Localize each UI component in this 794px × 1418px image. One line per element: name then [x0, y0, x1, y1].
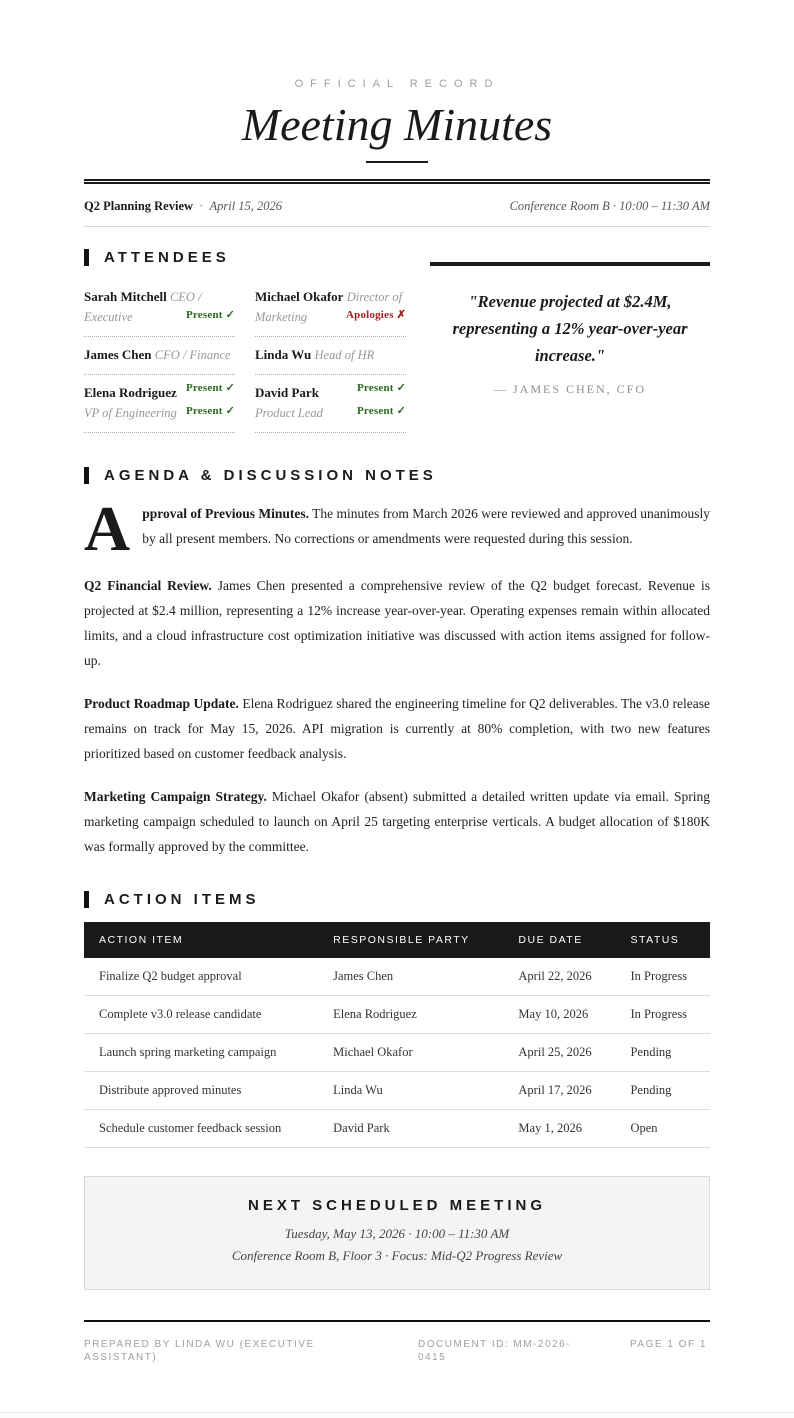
agenda-paragraph	[84, 784, 710, 859]
paragraph-lead: Q2 Financial Review.	[84, 577, 212, 593]
attendance-status: Present ✓	[357, 404, 406, 417]
attendee-name: Michael Okafor	[255, 288, 344, 304]
cell-action-item: Distribute approved minutes	[84, 1071, 318, 1109]
agenda-section	[84, 467, 710, 859]
attendee-role: CFO / Finance	[154, 347, 231, 362]
paragraph-lead: Product Roadmap Update.	[84, 695, 239, 711]
table-row	[84, 995, 710, 1033]
column-header-responsible-party: RESPONSIBLE PARTY	[318, 922, 503, 958]
attendees-column	[84, 249, 406, 433]
attendee-role: Product Lead	[255, 405, 323, 420]
document-masthead	[84, 78, 710, 227]
action-items-heading-label: ACTION ITEMS	[104, 890, 260, 908]
attendee-role: CEO / Executive	[84, 289, 202, 324]
meeting-name: Q2 Planning Review	[84, 198, 194, 213]
cell-due-date: April 22, 2026	[503, 958, 615, 996]
paragraph-body: The minutes from March 2026 were reviewed and approved unanimously by all present members. No corrections or amendments were requested during this session.	[142, 505, 710, 546]
document-title: Meeting Minutes	[241, 99, 553, 150]
agenda-paragraph	[84, 691, 710, 766]
agenda-heading-label: AGENDA & DISCUSSION NOTES	[104, 466, 437, 484]
cell-responsible-party: David Park	[318, 1109, 503, 1147]
paragraph-lead: pproval of Previous Minutes.	[142, 505, 310, 521]
page-bottom-edge	[0, 1412, 794, 1418]
attendee-name: Elena Rodriguez	[84, 384, 177, 400]
cell-status: In Progress	[615, 995, 710, 1033]
heading-bar	[84, 891, 89, 908]
agenda-paragraph-dropcap	[84, 492, 710, 564]
attendee-role: Head of HR	[314, 347, 375, 362]
cell-action-item: Schedule customer feedback session	[84, 1109, 318, 1147]
table-header-row	[84, 922, 710, 958]
attendee-grid	[84, 279, 406, 433]
kicker-label: OFFICIAL RECORD	[294, 78, 500, 90]
heading-bar	[84, 249, 89, 266]
cell-due-date: April 17, 2026	[503, 1071, 615, 1109]
cell-due-date: April 25, 2026	[503, 1033, 615, 1071]
attendee-card	[255, 279, 406, 337]
attendance-status: Present ✓	[186, 381, 235, 394]
cell-responsible-party: Michael Okafor	[318, 1033, 503, 1071]
drop-cap: A	[84, 492, 131, 564]
next-meeting-heading: NEXT SCHEDULED MEETING	[247, 1196, 546, 1214]
cell-status: In Progress	[615, 958, 710, 996]
next-meeting-datetime: Tuesday, May 13, 2026 · 10:00 – 11:30 AM	[284, 1225, 510, 1241]
column-header-status: STATUS	[615, 922, 710, 958]
attendee-name: Linda Wu	[255, 346, 312, 362]
footer-page-number: PAGE 1 OF 1	[630, 1338, 707, 1350]
attendee-name: David Park	[255, 384, 319, 400]
paragraph-body: Elena Rodriguez shared the engineering timeline for Q2 deliverables. The v3.0 release remains on track for May 15, 2026. API migration is currently at 80% completion, with two new features prioritized based on customer feedback analysis.	[84, 695, 710, 761]
agenda-heading	[84, 467, 710, 484]
action-items-section	[84, 891, 710, 1148]
pull-quote-attribution: — JAMES CHEN, CFO	[493, 381, 647, 396]
table-row	[84, 1033, 710, 1071]
action-items-heading	[84, 891, 710, 908]
action-items-table	[84, 922, 710, 1148]
cell-responsible-party: Elena Rodriguez	[318, 995, 503, 1033]
attendee-name: Sarah Mitchell	[84, 288, 167, 304]
pull-quote-box	[430, 262, 710, 433]
footer-document-id: DOCUMENT ID: MM-2026-0415	[418, 1338, 571, 1363]
document-footer	[84, 1320, 710, 1364]
cell-action-item: Finalize Q2 budget approval	[84, 958, 318, 996]
cell-action-item: Complete v3.0 release candidate	[84, 995, 318, 1033]
footer-prepared-by: PREPARED BY LINDA WU (EXECUTIVE ASSISTANT)	[84, 1338, 315, 1363]
attendee-name: James Chen	[84, 346, 152, 362]
heading-bar	[84, 467, 89, 484]
next-meeting-panel	[84, 1176, 710, 1290]
table-row	[84, 1109, 710, 1147]
attendees-heading	[84, 249, 406, 266]
column-header-due-date: DUE DATE	[503, 922, 615, 958]
cell-due-date: May 10, 2026	[503, 995, 615, 1033]
meeting-date: April 15, 2026	[209, 198, 283, 213]
meta-row	[84, 184, 710, 227]
meta-separator: ·	[199, 198, 204, 213]
next-meeting-details: Conference Room B, Floor 3 · Focus: Mid-Q2 Progress Review	[231, 1247, 563, 1263]
agenda-paragraph	[84, 573, 710, 673]
cell-status: Pending	[615, 1071, 710, 1109]
attendees-section	[84, 249, 710, 433]
cell-responsible-party: Linda Wu	[318, 1071, 503, 1109]
attendee-role: VP of Engineering	[84, 405, 177, 420]
attendees-heading-label: ATTENDEES	[104, 248, 230, 266]
attendee-card	[84, 279, 235, 337]
attendee-role: Director of Marketing	[255, 289, 403, 324]
cell-status: Pending	[615, 1033, 710, 1071]
paragraph-body: James Chen presented a comprehensive review of the Q2 budget forecast. Revenue is projected at $2.4 million, representing a 12% increase year-over-year. Operating expenses remain within allocated limits, and a cloud infrastructure cost optimization initiative was discussed with action items assigned for follow-up.	[84, 577, 710, 668]
meeting-meta-left	[84, 199, 282, 214]
attendance-status: Present ✓	[186, 308, 235, 321]
agenda-paragraph	[142, 501, 710, 555]
attendance-status: Present ✓	[186, 404, 235, 417]
cell-responsible-party: James Chen	[318, 958, 503, 996]
paragraph-body: Michael Okafor (absent) submitted a detailed written update via email. Spring marketing campaign scheduled to launch on April 25 targeting enterprise verticals. A budget allocation of $180K was formally approved by the committee.	[84, 788, 710, 854]
column-header-action-item: ACTION ITEM	[84, 922, 318, 958]
pull-quote-text: "Revenue projected at $2.4M, representing a 12% year-over-year increase."	[452, 291, 688, 365]
attendance-status: Present ✓	[357, 381, 406, 394]
table-row	[84, 1071, 710, 1109]
paragraph-lead: Marketing Campaign Strategy.	[84, 788, 267, 804]
cell-status: Open	[615, 1109, 710, 1147]
attendance-status: Apologies ✗	[345, 308, 406, 321]
meeting-location: Conference Room B · 10:00 – 11:30 AM	[509, 198, 710, 213]
title-underline	[366, 161, 428, 163]
table-row	[84, 958, 710, 996]
cell-due-date: May 1, 2026	[503, 1109, 615, 1147]
cell-action-item: Launch spring marketing campaign	[84, 1033, 318, 1071]
